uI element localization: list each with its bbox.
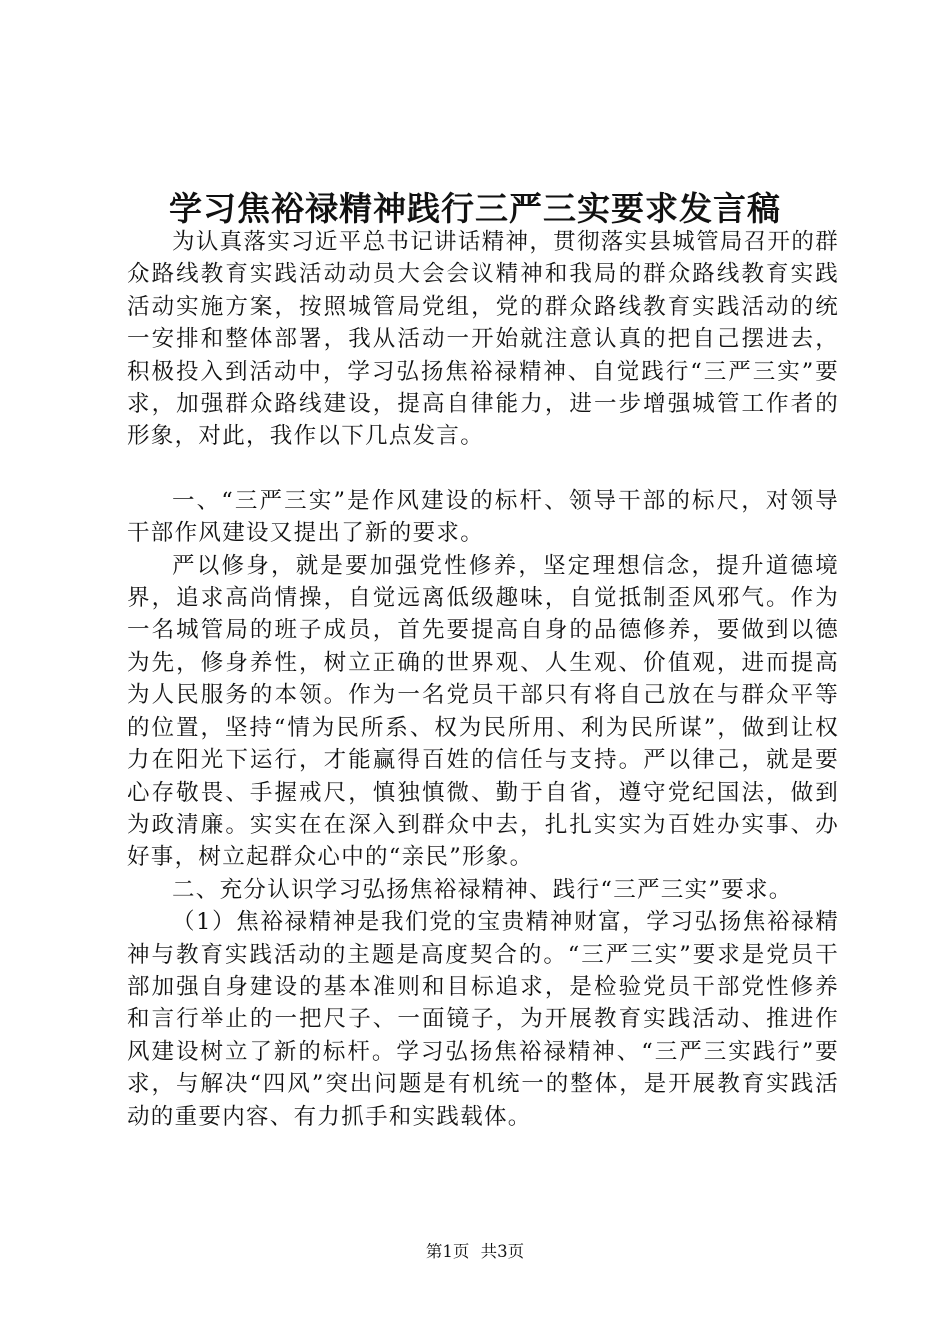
document-body <box>127 226 839 1133</box>
document-title: 学习焦裕禄精神践行三严三实要求发言稿 <box>169 189 781 228</box>
paragraph-jiao-yulu-spirit: （1）焦裕禄精神是我们党的宝贵精神财富，学习弘扬焦裕禄精神与教育实践活动的主题是高度契合的。“三严三实”要求是党员干部加强自身建设的基本准则和目标追求，是检验党员干部党性修养和言行举止的一把尺子、一面镜子，为开展教育实践活动、推进作风建设树立了新的标杆。学习弘扬焦裕禄精神、“三严三实践行”要求，与解决“四风”突出问题是有机统一的整体，是开展教育实践活动的重要内容、有力抓手和实践载体。 <box>127 909 839 1130</box>
paragraph-section-one-heading: 一、“三严三实”是作风建设的标杆、领导干部的标尺，对领导干部作风建设又提出了新的要求。 <box>127 487 839 547</box>
paragraph-section-two-heading: 二、充分认识学习弘扬焦裕禄精神、践行“三严三实”要求。 <box>172 876 793 903</box>
paragraph-intro: 为认真落实习近平总书记讲话精神，贯彻落实县城管局召开的群众路线教育实践活动动员大会会议精神和我局的群众路线教育实践活动实施方案，按照城管局党组，党的群众路线教育实践活动的统一安排和整体部署，我从活动一开始就注意认真的把自己摆进去，积极投入到活动中，学习弘扬焦裕禄精神、自觉践行“三严三实”要求，加强群众路线建设，提高自律能力，进一步增强城管工作者的形象，对此，我作以下几点发言。 <box>127 229 839 450</box>
page-total: 共3页 <box>480 1242 525 1261</box>
page-number: 第1页 <box>425 1242 470 1261</box>
paragraph-self-cultivation: 严以修身，就是要加强党性修养，坚定理想信念，提升道德境界，追求高尚情操，自觉远离低级趣味，自觉抵制歪风邪气。作为一名城管局的班子成员，首先要提高自身的品德修养，要做到以德为先，修身养性，树立正确的世界观、人生观、价值观，进而提高为人民服务的本领。作为一名党员干部只有将自己放在与群众平等的位置，坚持“情为民所系、权为民所用、利为民所谋”，做到让权力在阳光下运行，才能赢得百姓的信任与支持。严以律己，就是要心存敬畏、手握戒尺，慎独慎微、勤于自省，遵守党纪国法，做到为政清廉。实实在在深入到群众中去，扎扎实实为百姓办实事、办好事，树立起群众心中的“亲民”形象。 <box>127 552 839 871</box>
page-footer <box>0 1240 950 1264</box>
